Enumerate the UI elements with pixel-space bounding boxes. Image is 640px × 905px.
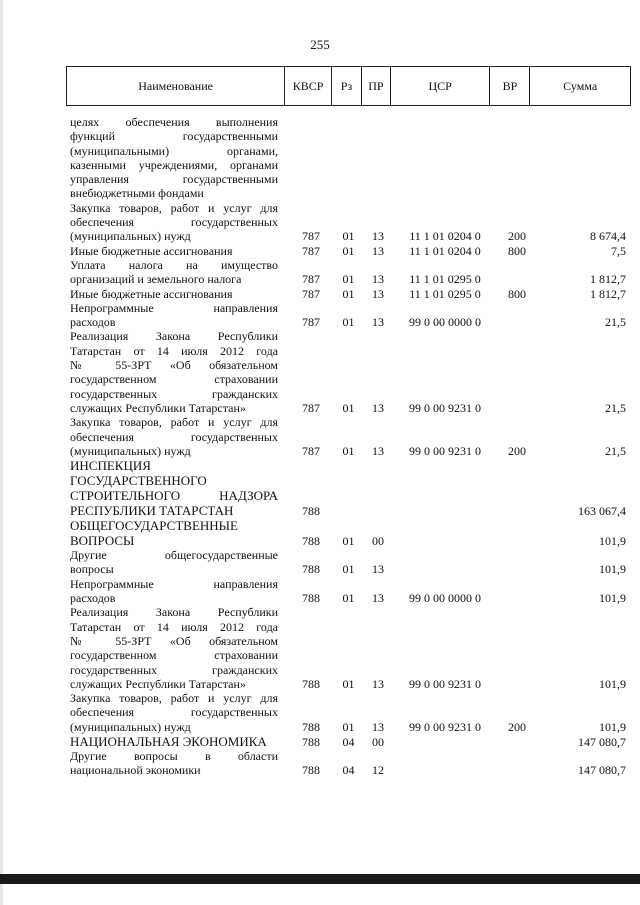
table-row: [70, 244, 635, 258]
row-sum: 147 080,7: [578, 734, 626, 749]
row-sum: 21,5: [605, 400, 626, 415]
row-name: [70, 458, 289, 518]
header-sum: Сумма: [563, 78, 598, 93]
row-name-line: внебюджетными фондами: [70, 186, 204, 201]
row-csr: 11 1 01 0295 0: [409, 272, 481, 287]
row-kvsr: 787: [302, 400, 320, 415]
row-csr: 99 0 00 9231 0: [409, 719, 481, 734]
page-edge-shadow: [0, 0, 3, 905]
row-pr: 13: [372, 443, 384, 458]
row-name: [70, 577, 289, 606]
row-name-line: Непрограммные направления: [70, 576, 278, 591]
row-name-line: (муниципальных) нужд: [70, 443, 191, 458]
row-vr: 800: [508, 243, 526, 258]
row-kvsr: 788: [302, 676, 320, 691]
row-sum: 21,5: [605, 443, 626, 458]
row-sum: 101,9: [599, 591, 626, 606]
page-number: 255: [310, 37, 330, 52]
row-name: [70, 548, 289, 577]
table-row: [70, 415, 635, 458]
row-pr: 13: [372, 315, 384, 330]
header-pr: ПР: [362, 67, 391, 105]
row-name-line: государственном страховании: [70, 372, 278, 387]
row-sum: 101,9: [599, 533, 626, 548]
row-csr: 11 1 01 0204 0: [409, 229, 481, 244]
row-name-line: Закупка товаров, работ и услуг для: [70, 415, 278, 430]
row-kvsr: 788: [302, 591, 320, 606]
row-name-line: СТРОИТЕЛЬНОГО НАДЗОРА: [70, 488, 278, 504]
row-name-line: расходов: [70, 315, 116, 330]
row-name-line: (муниципальных) нужд: [70, 719, 191, 734]
row-sum: 1 812,7: [590, 286, 626, 301]
row-csr: 99 0 00 0000 0: [409, 591, 481, 606]
row-name-line: ГОСУДАРСТВЕННОГО: [70, 473, 207, 489]
row-name-line: № 55-ЗРТ «Об обязательном: [70, 633, 278, 648]
row-name-line: управления государственными: [70, 172, 278, 187]
row-name: [70, 115, 289, 201]
row-pr: 13: [372, 400, 384, 415]
row-kvsr: 787: [302, 272, 320, 287]
row-name: [70, 287, 289, 301]
row-pr: 12: [372, 763, 384, 778]
row-vr: 200: [508, 443, 526, 458]
row-sum: 21,5: [605, 315, 626, 330]
row-name: [70, 244, 289, 258]
table-row: [70, 691, 635, 734]
table-row: [70, 287, 635, 301]
table-header: [66, 66, 631, 106]
row-name-line: Реализация Закона Республики: [70, 605, 278, 620]
row-pr: 13: [372, 562, 384, 577]
row-name-line: служащих Республики Татарстан»: [70, 400, 246, 415]
row-name-line: Уплата налога на имущество: [70, 257, 278, 272]
row-name-line: обеспечения государственных: [70, 215, 278, 230]
row-pr: 13: [372, 676, 384, 691]
row-name-line: Иные бюджетные ассигнования: [70, 286, 233, 301]
row-rz: 01: [342, 562, 355, 577]
row-pr: 00: [372, 533, 384, 548]
row-pr: 13: [372, 272, 384, 287]
row-vr: 800: [508, 286, 526, 301]
row-kvsr: 787: [302, 243, 320, 258]
row-rz: 01: [342, 533, 355, 548]
row-kvsr: 788: [302, 763, 320, 778]
row-pr: 13: [372, 243, 384, 258]
row-rz: 01: [342, 272, 355, 287]
row-sum: 1 812,7: [590, 272, 626, 287]
row-rz: 01: [342, 591, 355, 606]
row-rz: 01: [342, 286, 355, 301]
row-name-line: казенными учреждениями, органами: [70, 157, 278, 172]
row-rz: 04: [342, 734, 355, 749]
row-name-line: ОБЩЕГОСУДАРСТВЕННЫЕ: [70, 518, 238, 534]
header-rz: Рз: [332, 67, 362, 105]
row-kvsr: 788: [302, 734, 320, 749]
row-rz: 01: [342, 719, 355, 734]
row-rz: 01: [342, 229, 355, 244]
row-name-line: вопросы: [70, 562, 114, 577]
row-sum: 163 067,4: [578, 503, 626, 518]
row-name: [70, 329, 289, 415]
row-kvsr: 788: [302, 503, 320, 518]
row-name: [70, 201, 289, 244]
row-kvsr: 788: [302, 562, 320, 577]
row-rz: 01: [342, 315, 355, 330]
row-kvsr: 787: [302, 315, 320, 330]
row-name-line: ВОПРОСЫ: [70, 533, 135, 549]
scan-border: [0, 874, 640, 884]
row-name-line: Татарстан от 14 июля 2012 года: [70, 619, 278, 634]
row-name: [70, 518, 289, 548]
table-row: [70, 201, 635, 244]
row-name-line: Другие вопросы в области: [70, 748, 278, 763]
row-name: [70, 605, 289, 691]
row-kvsr: 787: [302, 286, 320, 301]
row-kvsr: 788: [302, 719, 320, 734]
table-row: [70, 734, 635, 749]
row-name-line: организаций и земельного налога: [70, 272, 242, 287]
row-name-line: функций государственными: [70, 129, 278, 144]
row-kvsr: 788: [302, 533, 320, 548]
row-name-line: Другие общегосударственные: [70, 548, 278, 563]
table-row: [70, 458, 635, 518]
header-kvsr: КВСР: [285, 67, 332, 105]
row-csr: 99 0 00 9231 0: [409, 676, 481, 691]
table-row: [70, 329, 635, 415]
row-name-line: РЕСПУБЛИКИ ТАТАРСТАН: [70, 503, 234, 519]
row-sum: 101,9: [599, 719, 626, 734]
row-name: [70, 734, 289, 749]
table-body: [70, 115, 635, 778]
row-name-line: обеспечения государственных: [70, 429, 278, 444]
row-name-line: Закупка товаров, работ и услуг для: [70, 200, 278, 215]
row-name-line: государственном страховании: [70, 648, 278, 663]
row-sum: 147 080,7: [578, 763, 626, 778]
row-name-line: (муниципальных) нужд: [70, 229, 191, 244]
row-pr: 13: [372, 719, 384, 734]
row-csr: 11 1 01 0295 0: [409, 286, 481, 301]
row-name: [70, 258, 289, 287]
row-csr: 99 0 00 0000 0: [409, 315, 481, 330]
row-pr: 13: [372, 286, 384, 301]
row-name-line: № 55-ЗРТ «Об обязательном: [70, 358, 278, 373]
row-name: [70, 691, 289, 734]
table-row: [70, 301, 635, 330]
row-kvsr: 787: [302, 229, 320, 244]
row-pr: 13: [372, 229, 384, 244]
row-csr: 11 1 01 0204 0: [409, 243, 481, 258]
row-sum: 101,9: [599, 676, 626, 691]
row-name: [70, 415, 289, 458]
row-name-line: НАЦИОНАЛЬНАЯ ЭКОНОМИКА: [70, 733, 267, 749]
row-name-line: государственных гражданских: [70, 386, 278, 401]
row-name-line: национальной экономики: [70, 763, 201, 778]
row-name: [70, 749, 289, 778]
header-vr: ВР: [490, 67, 530, 105]
table-row: [70, 548, 635, 577]
row-csr: 99 0 00 9231 0: [409, 443, 481, 458]
row-rz: 01: [342, 400, 355, 415]
table-row: [70, 518, 635, 548]
row-name-line: обеспечения государственных: [70, 705, 278, 720]
row-pr: 13: [372, 591, 384, 606]
table-row: [70, 577, 635, 606]
table-row: [70, 115, 635, 201]
row-rz: 04: [342, 763, 355, 778]
row-pr: 00: [372, 734, 384, 749]
table-row: [70, 605, 635, 691]
table-row: [70, 749, 635, 778]
header-name: Наименование: [67, 67, 285, 105]
table-row: [70, 258, 635, 287]
row-sum: 101,9: [599, 562, 626, 577]
row-sum: 8 674,4: [590, 229, 626, 244]
row-vr: 200: [508, 719, 526, 734]
row-rz: 01: [342, 443, 355, 458]
row-name-line: Реализация Закона Республики: [70, 329, 278, 344]
row-name: [70, 301, 289, 330]
row-name-line: служащих Республики Татарстан»: [70, 676, 246, 691]
row-vr: 200: [508, 229, 526, 244]
row-kvsr: 787: [302, 443, 320, 458]
row-name-line: Иные бюджетные ассигнования: [70, 243, 233, 258]
row-name-line: Непрограммные направления: [70, 300, 278, 315]
row-name-line: расходов: [70, 591, 116, 606]
row-name-line: (муниципальными) органами,: [70, 143, 278, 158]
row-name-line: Татарстан от 14 июля 2012 года: [70, 343, 278, 358]
row-rz: 01: [342, 676, 355, 691]
row-name-line: ИНСПЕКЦИЯ: [70, 458, 151, 474]
row-csr: 99 0 00 9231 0: [409, 400, 481, 415]
row-sum: 7,5: [611, 243, 626, 258]
row-name-line: Закупка товаров, работ и услуг для: [70, 691, 278, 706]
row-name-line: целях обеспечения выполнения: [70, 115, 278, 129]
row-rz: 01: [342, 243, 355, 258]
header-csr: ЦСР: [391, 67, 491, 105]
row-name-line: государственных гражданских: [70, 662, 278, 677]
